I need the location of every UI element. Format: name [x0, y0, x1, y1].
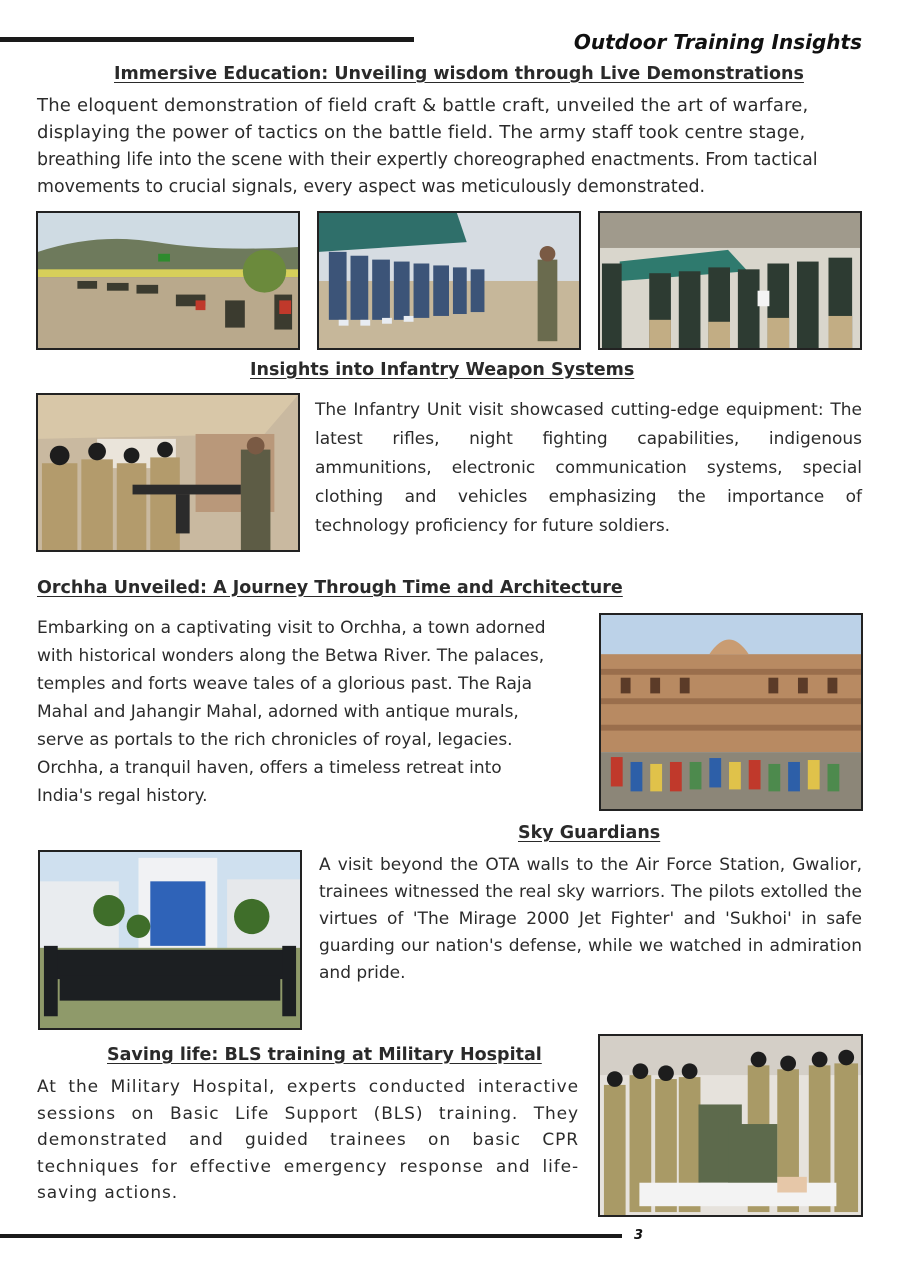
photo-trainees-signals	[598, 211, 862, 350]
heading-sky-guardians: Sky Guardians	[518, 823, 661, 843]
heading-immersive-education: Immersive Education: Unveiling wisdom through Live Demonstrations	[114, 64, 804, 84]
sky-paragraph: A visit beyond the OTA walls to the Air Force Station, Gwalior, trainees witnessed the real sky warriors. The pilots extolled the virtues of 'The Mirage 2000 Jet Fighter' and 'Sukhoi' in safe guarding our nation's defense, while we watched in admiration and pride.	[319, 855, 862, 983]
orchha-line: India's regal history.	[37, 786, 208, 806]
photo-orchha-palace-group	[599, 613, 863, 811]
immersive-line: movements to crucial signals, every aspect was meticulously demonstrated.	[37, 177, 706, 197]
page-number: 3	[634, 1228, 644, 1243]
orchha-line: temples and forts weave tales of a glorious past. The Raja	[37, 674, 533, 694]
photo-infantry-weapons	[36, 393, 300, 552]
photo-air-force-station-group	[38, 850, 302, 1030]
orchha-line: with historical wonders along the Betwa River. The palaces,	[37, 646, 545, 666]
page-header-title: Outdoor Training Insights	[573, 30, 862, 54]
immersive-line: breathing life into the scene with their expertly choreographed enactments. From tactical	[37, 150, 818, 170]
orchha-line: serve as portals to the rich chronicles of royal, legacies.	[37, 730, 513, 750]
heading-infantry-weapons: Insights into Infantry Weapon Systems	[250, 360, 635, 380]
orchha-line: Orchha, a tranquil haven, offers a timeless retreat into	[37, 758, 502, 778]
orchha-line: Mahal and Jahangir Mahal, adorned with antique murals,	[37, 702, 519, 722]
heading-orchha: Orchha Unveiled: A Journey Through Time and Architecture	[37, 578, 623, 598]
bls-paragraph: At the Military Hospital, experts conducted interactive sessions on Basic Life Support (BLS) training. They demonstrated and guided trainees on basic CPR techniques for effective emergency response and life-saving actions.	[37, 1077, 579, 1203]
header-rule	[0, 37, 414, 42]
heading-bls-training: Saving life: BLS training at Military Hospital	[107, 1045, 542, 1065]
photo-army-staff-audience	[317, 211, 581, 350]
immersive-line: The eloquent demonstration of field craft & battle craft, unveiled the art of warfare,	[37, 95, 809, 116]
footer-rule	[0, 1234, 622, 1238]
photo-field-craft-demo	[36, 211, 300, 350]
photo-bls-training	[598, 1034, 863, 1217]
infantry-paragraph: The Infantry Unit visit showcased cutting-edge equipment: The latest rifles, night fighting capabilities, indigenous ammunitions, electronic communication systems, special clothing and vehicles emphasizing the importance of technology proficiency for future soldiers.	[315, 400, 862, 536]
immersive-line: displaying the power of tactics on the battle field. The army staff took centre stage,	[37, 122, 806, 143]
orchha-line: Embarking on a captivating visit to Orchha, a town adorned	[37, 618, 546, 638]
